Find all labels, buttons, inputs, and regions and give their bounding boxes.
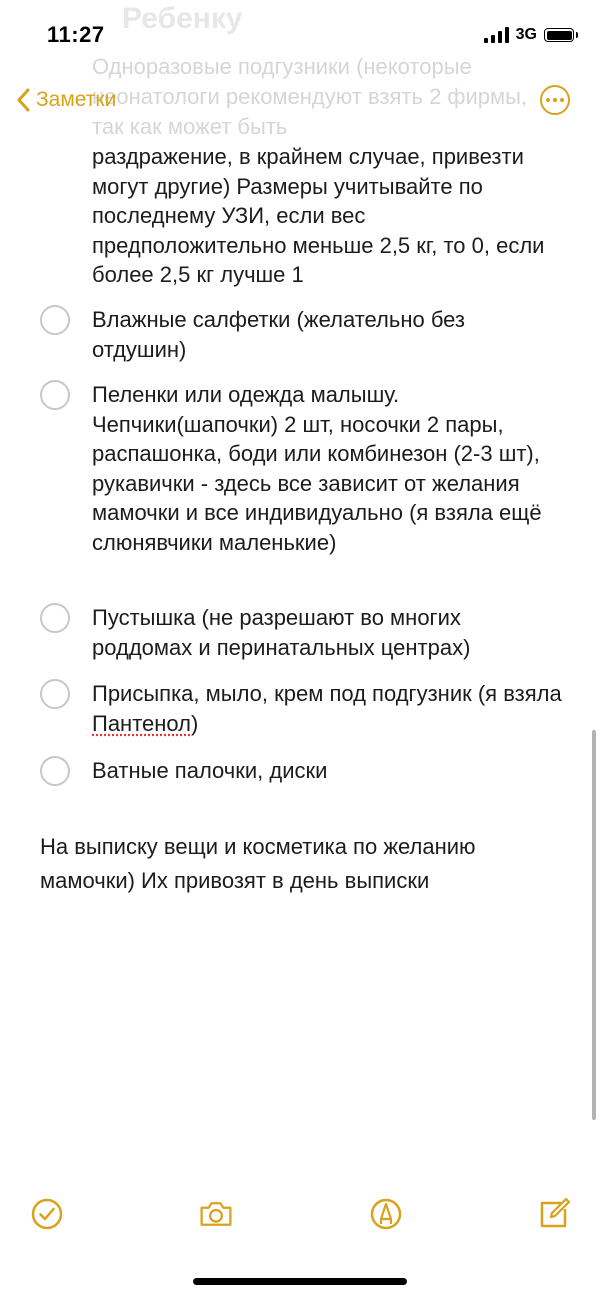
note-paragraph[interactable]: На выписку вещи и косметика по желанию мамочки) Их привозят в день выписки xyxy=(40,834,476,893)
compose-icon xyxy=(537,1197,571,1231)
checklist-button[interactable] xyxy=(29,1196,65,1232)
checklist-item-text[interactable] xyxy=(92,679,564,738)
more-dot xyxy=(553,98,557,102)
item-text-part: Присыпка, мыло, крем под подгузник (я взяла xyxy=(92,681,562,706)
checklist-item-text[interactable]: Влажные салфетки (желательно без отдушин) xyxy=(92,307,466,362)
checklist-item-text[interactable]: Ватные палочки, диски xyxy=(92,758,328,783)
misspelled-word: Пантенол xyxy=(92,710,191,736)
checklist-item-text[interactable]: Пустышка (не разрешают во многих роддомах и перинатальных центрах) xyxy=(92,605,471,660)
network-type: 3G xyxy=(515,26,537,43)
more-dot xyxy=(546,98,550,102)
item-text-part: ) xyxy=(191,710,199,736)
partial-item-text: раздражение, в крайнем случае, привезти могут другие) Размеры учитывайте по последнему УЗИ, если вес предположительно меньше 2,5 кг, то 0, если более 2,5 кг лучше 1 xyxy=(92,144,545,287)
more-options-button[interactable] xyxy=(540,85,570,115)
compose-button[interactable] xyxy=(536,1196,572,1232)
chevron-left-icon xyxy=(16,88,30,112)
checklist-item-text[interactable]: Пеленки или одежда малышу. Чепчики(шапочки) 2 шт, носочки 2 пары, распашонка, боди или комбинезон (2-3 шт), рукавички - здесь все зависит от желания мамочки и все индивидуально (я взяла ещё слюнявчики маленькие) xyxy=(92,382,542,555)
navigation-bar xyxy=(0,82,600,126)
camera-icon xyxy=(198,1197,234,1231)
cellular-signal-icon xyxy=(484,27,509,43)
battery-icon xyxy=(544,28,574,42)
unchecked-circle-icon[interactable] xyxy=(40,305,70,335)
scrolled-heading: Ребенку xyxy=(122,2,243,35)
bottom-toolbar xyxy=(0,1190,600,1245)
back-label: Заметки xyxy=(36,88,117,111)
back-button[interactable] xyxy=(16,88,116,112)
scrolled-under-text: Одноразовые подгузники (некоторые неонатологи рекомендуют взять 2 фирмы, так как может быть xyxy=(92,54,528,139)
markup-button[interactable] xyxy=(368,1196,404,1232)
home-indicator[interactable] xyxy=(193,1278,407,1285)
markup-pen-icon xyxy=(369,1197,403,1231)
unchecked-circle-icon[interactable] xyxy=(40,380,70,410)
unchecked-circle-icon[interactable] xyxy=(40,603,70,633)
unchecked-circle-icon[interactable] xyxy=(40,679,70,709)
camera-button[interactable] xyxy=(198,1196,234,1232)
scrollbar[interactable] xyxy=(592,730,596,1120)
more-dot xyxy=(560,98,564,102)
status-indicators xyxy=(484,26,574,44)
status-time: 11:27 xyxy=(47,22,105,47)
checklist-icon xyxy=(30,1197,64,1231)
unchecked-circle-icon[interactable] xyxy=(40,756,70,786)
